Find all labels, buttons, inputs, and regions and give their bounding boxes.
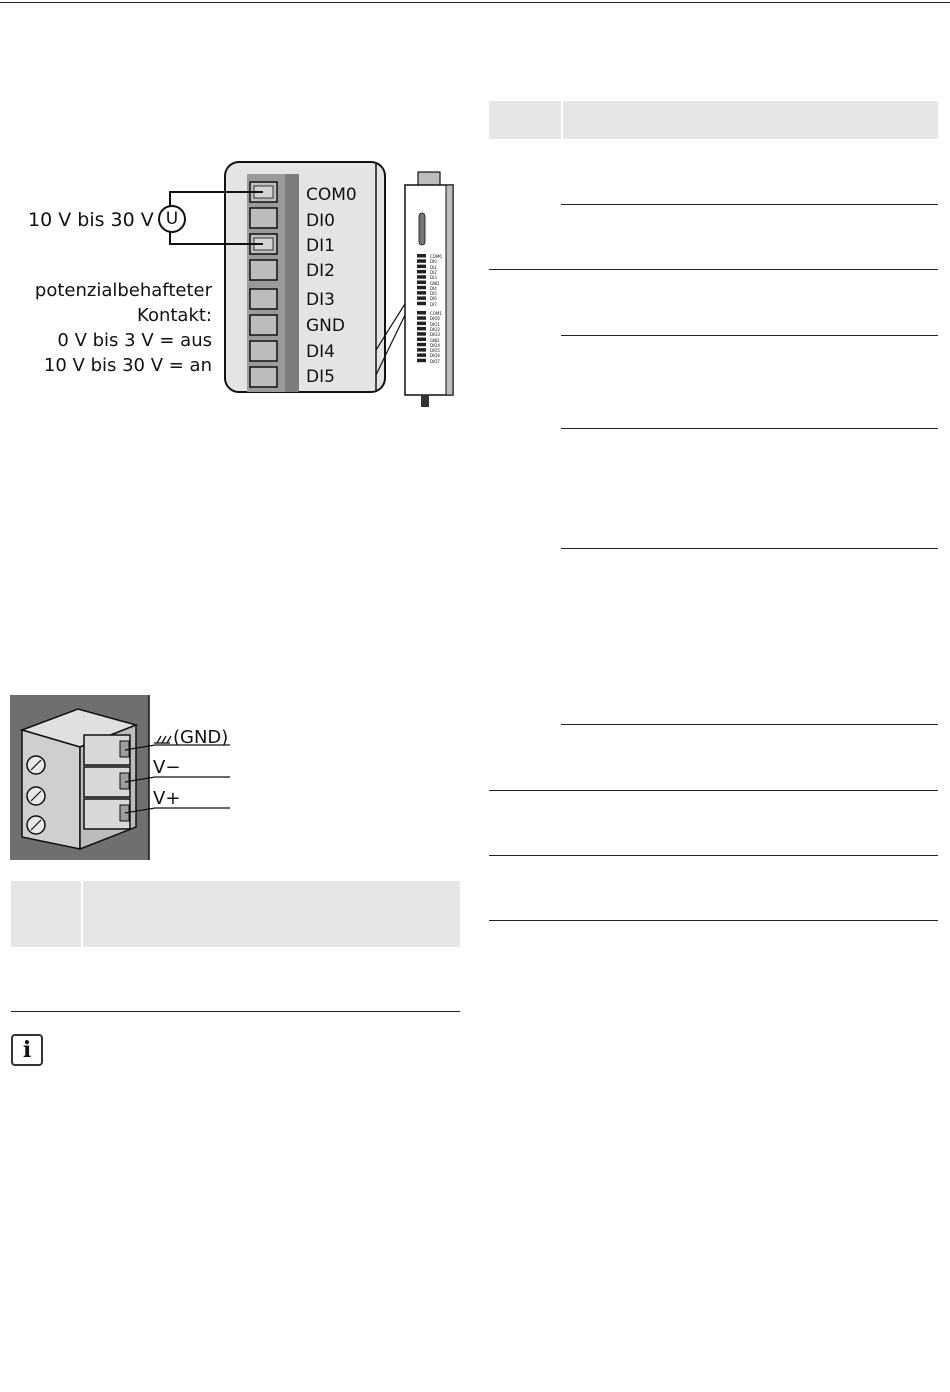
voltage-range-label: 10 V bis 30 V [28, 209, 154, 231]
table-rule [489, 855, 938, 856]
terminal-label-gnd: (GND) [173, 727, 229, 748]
voltage-source-letter: U [165, 209, 179, 229]
left-table-header [11, 881, 460, 947]
terminal-label-vminus: V− [153, 757, 181, 778]
table-rule [489, 269, 938, 270]
device-pin-label: DIO4 [430, 342, 440, 348]
pin-label: DI2 [306, 261, 335, 281]
device-pin-label: DIO7 [430, 358, 440, 364]
device-pin-label: DIO5 [430, 348, 440, 354]
device-pin-label: DI3 [430, 275, 437, 281]
device-pin-label: GND [430, 280, 440, 286]
pin-label: COM0 [306, 185, 357, 205]
contact-label-line: Kontakt: [137, 305, 212, 326]
power-connector-diagram [10, 695, 250, 865]
contact-label-line: 0 V bis 3 V = aus [57, 330, 212, 351]
device-pin-label: DIO2 [430, 326, 440, 332]
device-pin-label: DI6 [430, 296, 437, 302]
info-icon: i [11, 1034, 43, 1066]
pin-label: GND [306, 316, 345, 336]
table-rule [561, 548, 938, 549]
device-pin-label: DI5 [430, 291, 437, 297]
contact-label-line: potenzialbehafteter [34, 280, 212, 301]
table-rule [561, 204, 938, 205]
left-table-header-divider [81, 881, 83, 947]
table-rule [11, 1011, 460, 1012]
table-rule [489, 790, 938, 791]
top-rule [0, 2, 950, 3]
device-pin-label: DIO0 [430, 316, 440, 322]
device-pin-label: GND [430, 337, 440, 343]
terminal-label-vplus: V+ [153, 788, 181, 809]
contact-label-line: 10 V bis 30 V = an [43, 355, 212, 376]
table-rule [561, 335, 938, 336]
device-pin-label: DI2 [430, 269, 437, 275]
device-pin-label: DI7 [430, 301, 437, 307]
pin-label: DI5 [306, 367, 335, 387]
device-pin-label: COM0 [430, 254, 442, 259]
device-pin-label: DI1 [430, 264, 437, 270]
table-rule [561, 428, 938, 429]
device-pin-label: DIO1 [430, 321, 440, 327]
table-rule [561, 724, 938, 725]
device-pin-label: COM1 [430, 311, 442, 316]
pin-label: DI1 [306, 236, 335, 256]
pin-label: DI3 [306, 290, 335, 310]
pin-label: DI4 [306, 342, 335, 362]
device-pin-label: DI0 [430, 259, 437, 265]
pin-label: DI0 [306, 211, 335, 231]
right-table-header-divider [561, 101, 563, 139]
device-pin-label: DIO6 [430, 353, 440, 359]
device-pin-label: DI4 [430, 285, 437, 291]
right-table-header [489, 101, 938, 139]
table-rule [489, 920, 938, 921]
device-pin-label: DIO3 [430, 332, 440, 338]
